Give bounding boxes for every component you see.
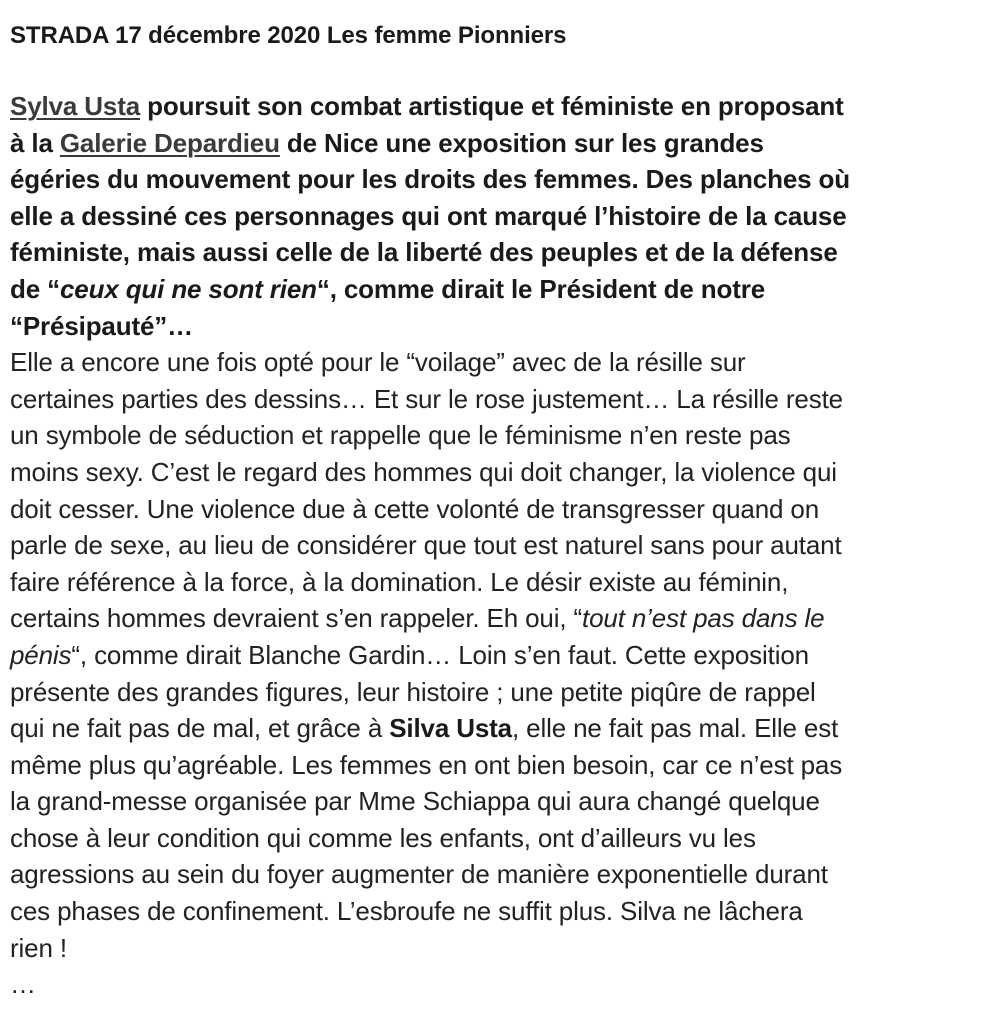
body-paragraph-line — [10, 381, 985, 418]
text-run: certaines parties des dessins… Et sur le rose justement… La résille reste — [10, 383, 843, 414]
body-paragraph-line — [10, 747, 985, 784]
text-run: faire référence à la force, à la domination. Le désir existe au féminin, — [10, 566, 789, 597]
text-run: ces phases de confinement. L’esbroufe ne suffit plus. Silva ne lâchera — [10, 896, 803, 927]
italic-quote: pénis — [10, 639, 72, 670]
text-run: “, comme dirait le Président de notre — [316, 273, 766, 304]
text-run: rien ! — [10, 932, 67, 963]
lead-paragraph-line — [10, 88, 985, 125]
body-paragraph-line — [10, 564, 985, 601]
body-paragraph-line — [10, 674, 985, 711]
body-paragraph-line — [10, 417, 985, 454]
body-paragraph-line — [10, 600, 985, 637]
text-run: elle a dessiné ces personnages qui ont marqué l’histoire de la cause — [10, 200, 847, 231]
lead-paragraph-line — [10, 308, 985, 345]
text-run: égéries du mouvement pour les droits des femmes. Des planches où — [10, 164, 850, 195]
text-run: la grand-messe organisée par Mme Schiappa qui aura changé quelque — [10, 786, 820, 817]
text-run: certains hommes devraient s’en rappeler. Eh oui, “ — [10, 603, 583, 634]
text-run: agressions au sein du foyer augmenter de manière exponentielle durant — [10, 859, 828, 890]
text-run: qui ne fait pas de mal, et grâce à — [10, 713, 390, 744]
body-paragraph-line — [10, 930, 985, 967]
body-paragraph-line — [10, 527, 985, 564]
text-run: présente des grandes figures, leur histoire ; une petite piqûre de rappel — [10, 676, 816, 707]
text-run: , elle ne fait pas mal. Elle est — [512, 713, 839, 744]
text-run: à la — [10, 127, 60, 158]
link-galerie-depardieu[interactable]: Galerie Depardieu — [59, 127, 280, 158]
text-run: “Présipauté”… — [10, 310, 193, 341]
text-run: de “ — [10, 273, 60, 304]
body-paragraph-line — [10, 783, 985, 820]
link-sylva-usta[interactable]: Sylva Usta — [10, 91, 141, 121]
body-paragraph-line — [10, 893, 985, 930]
lead-paragraph-line — [10, 125, 985, 162]
body-paragraph-line — [10, 454, 985, 491]
body-paragraph-line — [10, 856, 985, 893]
lead-paragraph-line — [10, 198, 985, 235]
bold-name: Silva Usta — [389, 713, 512, 744]
text-run: de Nice une exposition sur les grandes — [279, 127, 764, 158]
lead-paragraph-line — [10, 271, 985, 308]
body-paragraph-line — [10, 710, 985, 747]
text-run: Elle a encore une fois opté pour le “voilage” avec de la résille sur — [10, 347, 746, 378]
text-run: poursuit son combat artistique et féministe en proposant — [140, 91, 844, 121]
text-run: chose à leur condition qui comme les enfants, ont d’ailleurs vu les — [10, 822, 756, 853]
text-run: même plus qu’agréable. Les femmes en ont bien besoin, car ce n’est pas — [10, 749, 843, 780]
body-paragraph-line — [10, 344, 985, 381]
text-run: doit cesser. Une violence due à cette volonté de transgresser quand on — [10, 493, 820, 524]
body-paragraph-line — [10, 966, 985, 1003]
italic-quote: ceux qui ne sont rien — [59, 273, 317, 304]
text-run: féministe, mais aussi celle de la liberté des peuples et de la défense — [10, 237, 838, 268]
body-paragraph-line — [10, 637, 985, 674]
page-title: STRADA 17 décembre 2020 Les femme Pionniers — [10, 22, 567, 49]
article-body — [10, 88, 985, 1003]
body-paragraph-line — [10, 820, 985, 857]
text-run: … — [10, 969, 36, 1000]
body-paragraph-line — [10, 491, 985, 528]
text-run: un symbole de séduction et rappelle que le féminisme n’en reste pas — [10, 420, 791, 451]
text-run: parle de sexe, au lieu de considérer que tout est naturel sans pour autant — [10, 530, 842, 561]
lead-paragraph-line — [10, 234, 985, 271]
text-run: “, comme dirait Blanche Gardin… Loin s’en faut. Cette exposition — [71, 639, 809, 670]
italic-quote: tout n’est pas dans le — [582, 603, 825, 634]
text-run: moins sexy. C’est le regard des hommes qui doit changer, la violence qui — [10, 456, 837, 487]
lead-paragraph-line — [10, 161, 985, 198]
